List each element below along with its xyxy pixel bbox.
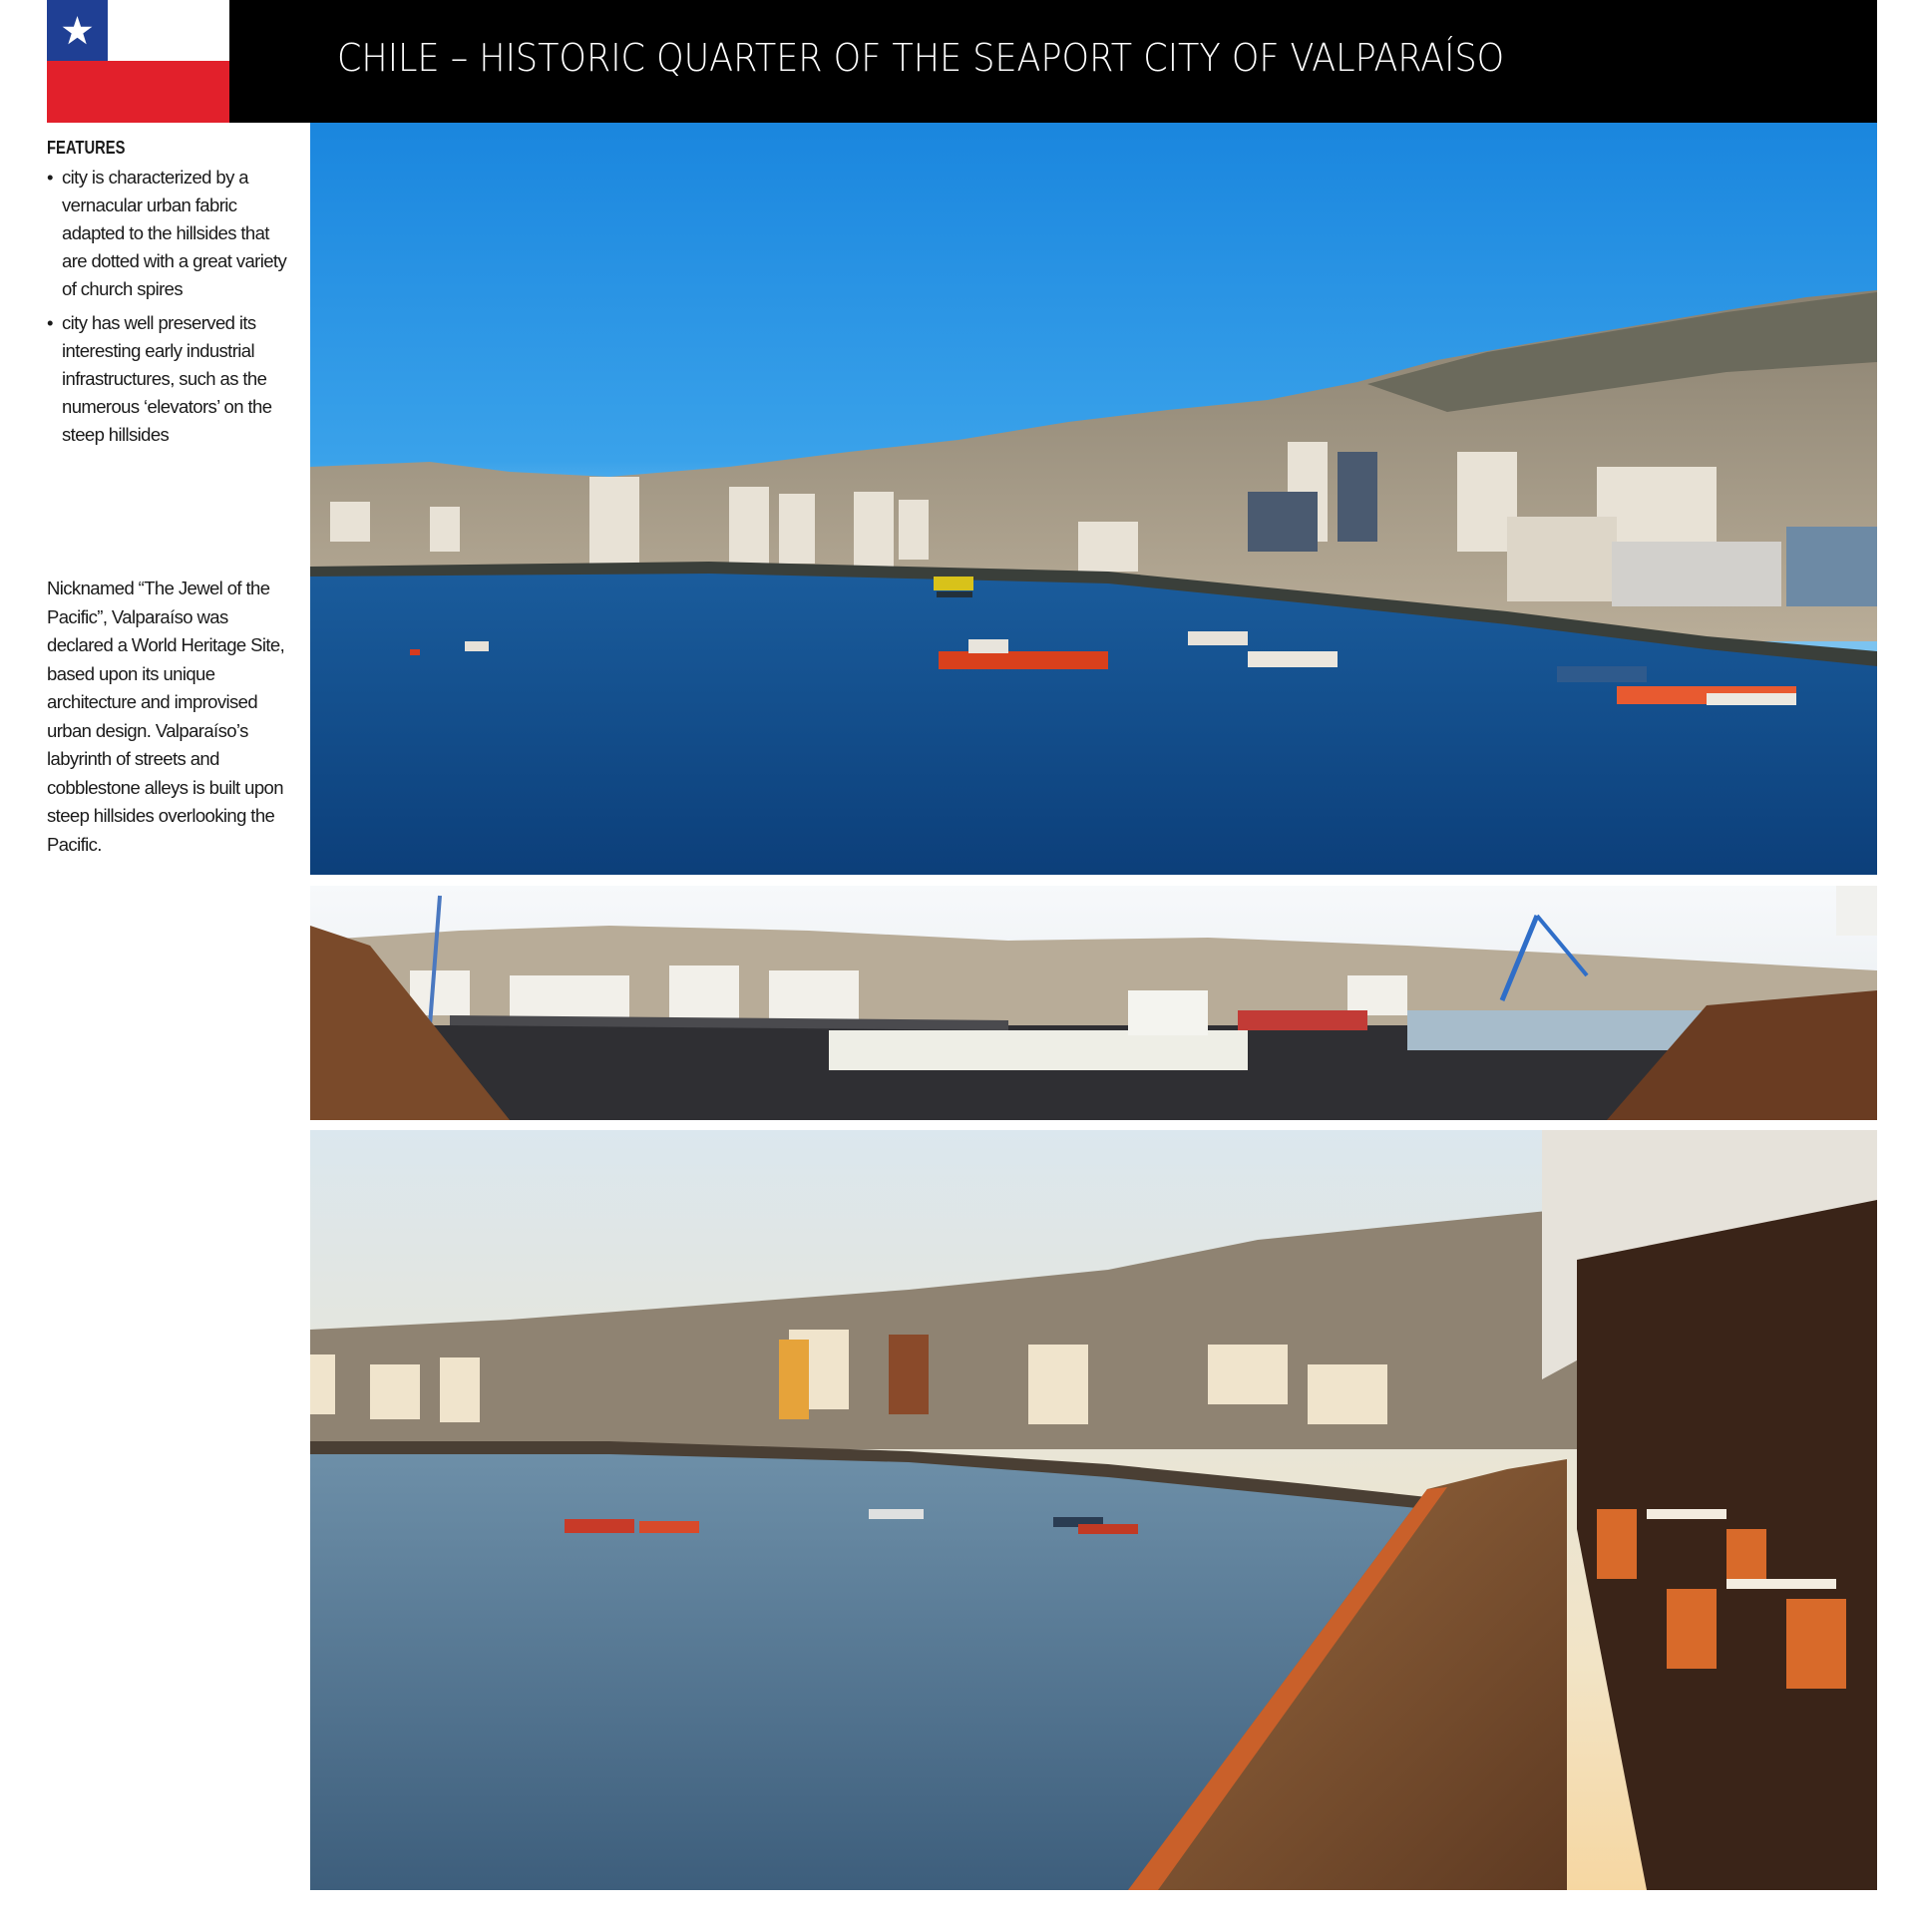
- features-list: [47, 164, 296, 449]
- title-bar: [229, 0, 1877, 123]
- sunset-deck-photo: [310, 1130, 1877, 1890]
- feature-item: • city is characterized by a vernacular urban fabric adapted to the hillsides that are dotted with a great variety of church spires: [47, 164, 296, 303]
- page-title: CHILE – HISTORIC QUARTER OF THE SEAPORT CITY OF VALPARAÍSO: [337, 36, 1505, 80]
- harbor-panorama-photo: [310, 123, 1877, 875]
- chile-flag-icon: [47, 0, 229, 123]
- description-paragraph: Nicknamed “The Jewel of the Pacific”, Valparaíso was declared a World Heritage Site, based upon its unique architecture and improvised urban design. Valparaíso’s labyrinth of streets and cobblestone alleys is built upon steep hillsides overlooking the Pacific.: [47, 578, 285, 855]
- port-panorama-photo: [310, 886, 1877, 1120]
- features-panel: [47, 138, 296, 455]
- features-heading: FEATURES: [47, 138, 126, 158]
- feature-item: • city has well preserved its interesting early industrial infrastructures, such as the numerous ‘elevators’ on the steep hillsides: [47, 309, 296, 449]
